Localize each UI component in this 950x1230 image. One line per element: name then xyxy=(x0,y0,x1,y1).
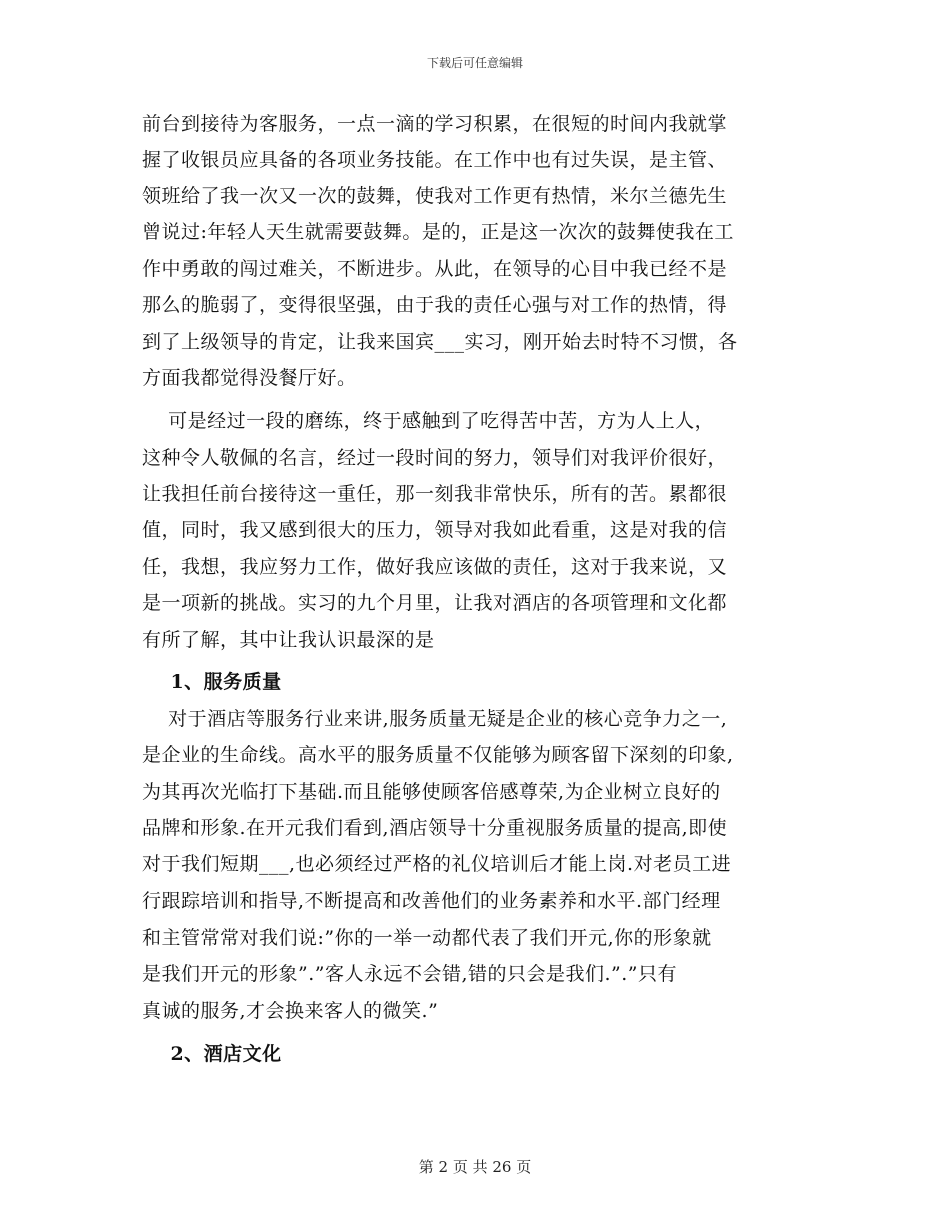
text-line: 是企业的生命线。高水平的服务质量不仅能够为顾客留下深刻的印象, xyxy=(142,744,734,766)
text-line: 方面我都觉得没餐厅好。 xyxy=(142,367,357,389)
text-line: 有所了解，其中让我认识最深的是 xyxy=(142,629,435,651)
text-line: 领班给了我一次又一次的鼓舞，使我对工作更有热情，米尔兰德先生 xyxy=(142,185,728,207)
text-line: 握了收银员应具备的各项业务技能。在工作中也有过失误，是主管、 xyxy=(142,149,728,171)
text-line: 曾说过:年轻人天生就需要鼓舞。是的，正是这一次次的鼓舞使我在工 xyxy=(142,221,734,243)
text-line: 行跟踪培训和指导,不断提高和改善他们的业务素养和水平.部门经理 xyxy=(142,890,721,912)
text-line: 前台到接待为客服务，一点一滴的学习积累，在很短的时间内我就掌 xyxy=(142,113,728,135)
text-line: 是我们开元的形象”.”客人永远不会错,错的只会是我们.”.”只有 xyxy=(142,963,678,985)
text-line: 那么的脆弱了，变得很坚强，由于我的责任心强与对工作的热情，得 xyxy=(142,294,728,316)
text-line: 作中勇敢的闯过难关，不断进步。从此，在领导的心目中我已经不是 xyxy=(142,258,728,280)
text-line: 对于酒店等服务行业来讲,服务质量无疑是企业的核心竞争力之一, xyxy=(142,708,728,730)
text-line: 真诚的服务,才会换来客人的微笑.” xyxy=(142,1000,439,1022)
section-heading: 1、服务质量 xyxy=(142,671,282,693)
text-line: 让我担任前台接待这一重任，那一刻我非常快乐，所有的苦。累都很 xyxy=(142,483,728,505)
page-footer: 第 2 页 共 26 页 xyxy=(418,1158,532,1176)
text-line: 对于我们短期___,也必须经过严格的礼仪培训后才能上岗.对老员工进 xyxy=(142,853,732,875)
text-line: 到了上级领导的肯定，让我来国宾___实习，刚开始去时特不习惯，各 xyxy=(142,331,738,353)
text-line: 和主管常常对我们说:”你的一举一动都代表了我们开元,你的形象就 xyxy=(142,927,712,949)
text-line: 值，同时，我又感到很大的压力，领导对我如此看重，这是对我的信 xyxy=(142,519,728,541)
text-line: 这种令人敬佩的名言，经过一段时间的努力，领导们对我评价很好， xyxy=(142,447,728,469)
text-line: 品牌和形象.在开元我们看到,酒店领导十分重视服务质量的提高,即使 xyxy=(142,817,728,839)
text-line: 为其再次光临打下基础.而且能够使顾客倍感尊荣,为企业树立良好的 xyxy=(142,781,721,803)
text-line: 可是经过一段的磨练，终于感触到了吃得苦中苦，方为人上人， xyxy=(142,410,715,432)
text-line: 任，我想，我应努力工作，做好我应该做的责任，这对于我来说，又 xyxy=(142,556,728,578)
text-line: 是一项新的挑战。实习的九个月里，让我对酒店的各项管理和文化都 xyxy=(142,592,728,614)
page-header: 下载后可任意编辑 xyxy=(426,56,523,70)
section-heading: 2、酒店文化 xyxy=(142,1043,282,1065)
